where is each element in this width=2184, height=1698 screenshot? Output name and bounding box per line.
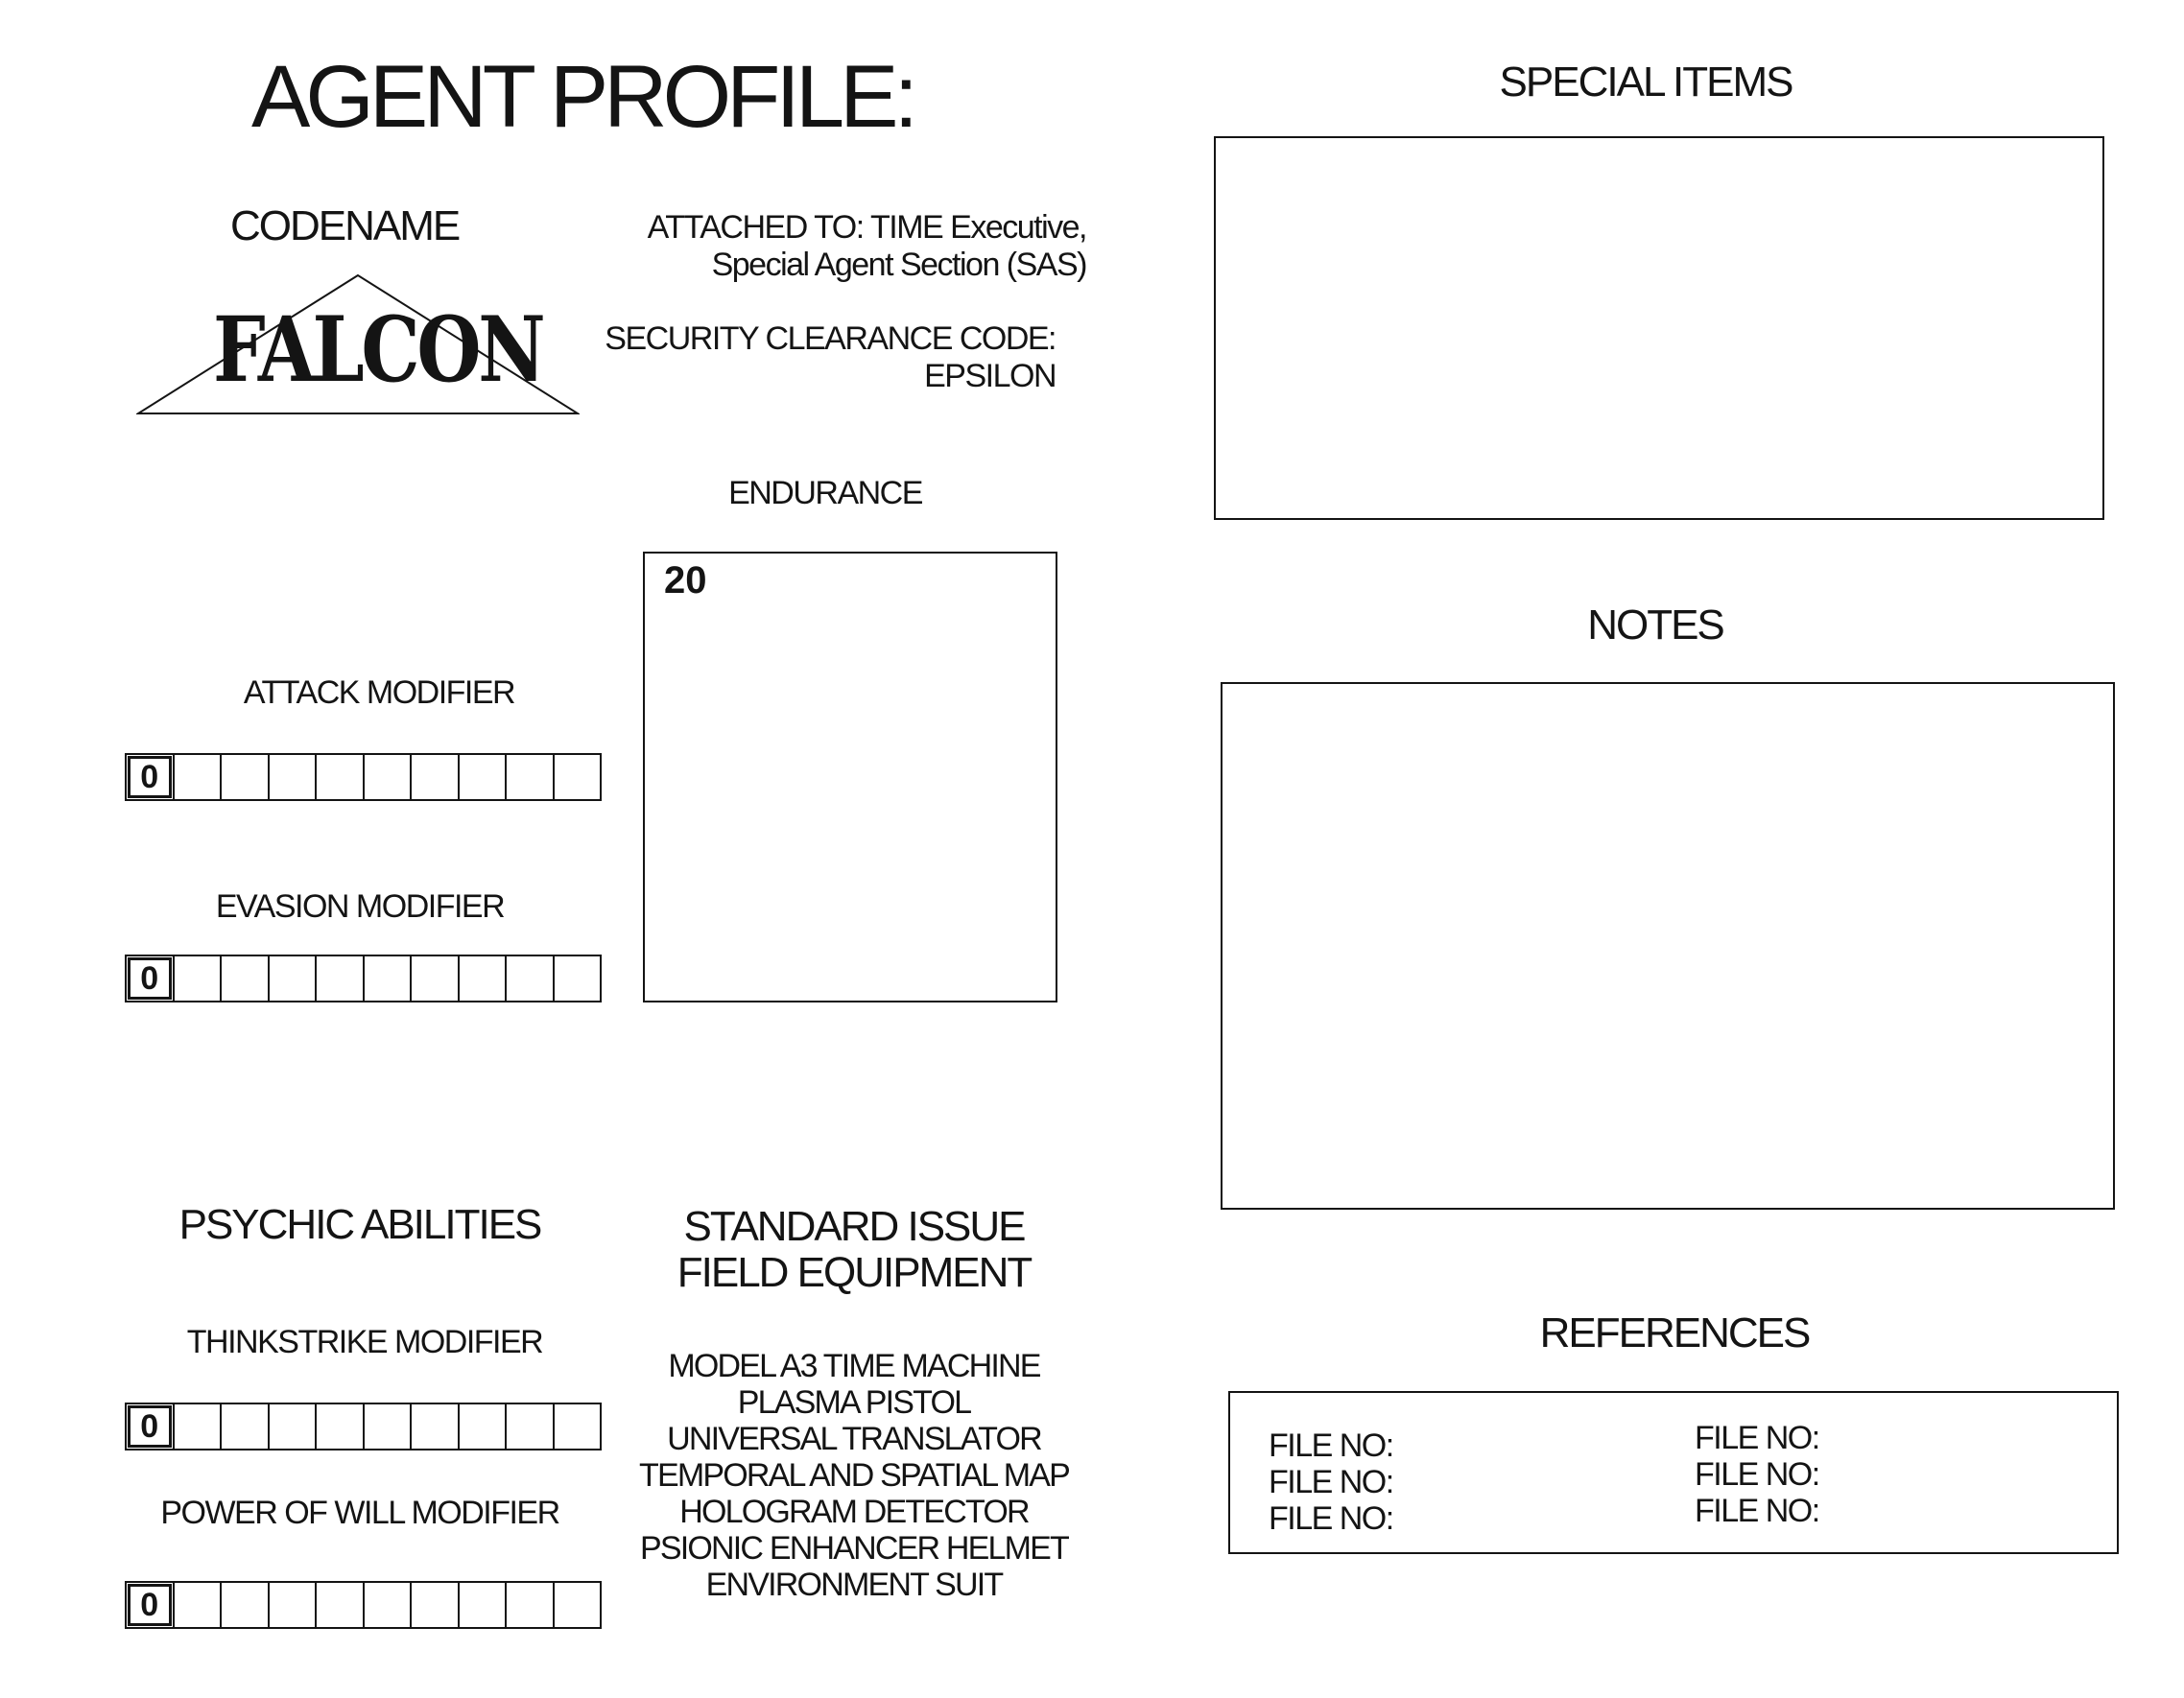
track-cell[interactable] xyxy=(173,956,221,1001)
endurance-label: ENDURANCE xyxy=(728,475,922,511)
track-cell[interactable] xyxy=(458,1404,506,1449)
file-no-label: FILE NO: xyxy=(1269,1464,1393,1500)
track-cell[interactable] xyxy=(268,1404,316,1449)
file-no-label: FILE NO: xyxy=(1695,1456,1819,1493)
track-cell[interactable] xyxy=(410,1404,458,1449)
attack-modifier-track[interactable] xyxy=(125,753,602,801)
track-cell[interactable] xyxy=(410,755,458,799)
file-no-label: FILE NO: xyxy=(1695,1420,1819,1456)
track-cell[interactable] xyxy=(505,755,553,799)
track-cell[interactable] xyxy=(458,956,506,1001)
track-cell[interactable] xyxy=(410,956,458,1001)
list-item: MODEL A3 TIME MACHINE xyxy=(668,1348,1040,1384)
track-cell[interactable] xyxy=(363,1404,411,1449)
attack-modifier-value[interactable]: 0 xyxy=(127,755,173,799)
power-of-will-modifier-track[interactable] xyxy=(125,1581,602,1629)
track-cell[interactable] xyxy=(553,755,601,799)
track-cell[interactable] xyxy=(268,755,316,799)
track-cell[interactable] xyxy=(220,1583,268,1627)
equipment-list xyxy=(614,1348,1094,1603)
list-item: HOLOGRAM DETECTOR xyxy=(679,1494,1029,1530)
attached-to-line2: Special Agent Section (SAS) xyxy=(711,247,1086,284)
page-title: AGENT PROFILE: xyxy=(251,48,914,146)
references-left-column xyxy=(1269,1427,1393,1537)
track-cell[interactable] xyxy=(410,1583,458,1627)
track-cell[interactable] xyxy=(315,1583,363,1627)
track-cell[interactable] xyxy=(505,1404,553,1449)
track-cell[interactable] xyxy=(458,755,506,799)
track-cell[interactable] xyxy=(553,1404,601,1449)
track-cell[interactable] xyxy=(268,956,316,1001)
special-items-box[interactable] xyxy=(1214,136,2104,520)
security-clearance-line2: EPSILON xyxy=(924,358,1056,395)
equipment-heading-line1: STANDARD ISSUE xyxy=(683,1203,1025,1250)
track-cell[interactable] xyxy=(220,956,268,1001)
list-item: UNIVERSAL TRANSLATOR xyxy=(667,1421,1041,1457)
power-of-will-modifier-label: POWER OF WILL MODIFIER xyxy=(160,1495,559,1531)
special-items-label: SPECIAL ITEMS xyxy=(1499,59,1792,106)
track-cell[interactable] xyxy=(363,956,411,1001)
track-cell[interactable] xyxy=(173,1583,221,1627)
references-box[interactable] xyxy=(1228,1391,2119,1554)
track-cell[interactable] xyxy=(173,755,221,799)
thinkstrike-modifier-label: THINKSTRIKE MODIFIER xyxy=(186,1324,543,1360)
equipment-heading xyxy=(614,1204,1094,1297)
list-item: PLASMA PISTOL xyxy=(737,1384,971,1421)
track-cell[interactable] xyxy=(505,1583,553,1627)
track-cell[interactable] xyxy=(363,755,411,799)
track-cell[interactable] xyxy=(268,1583,316,1627)
security-clearance xyxy=(537,320,1056,395)
file-no-label: FILE NO: xyxy=(1269,1500,1393,1537)
file-no-label: FILE NO: xyxy=(1269,1427,1393,1464)
references-label: REFERENCES xyxy=(1539,1309,1810,1356)
attack-modifier-label: ATTACK MODIFIER xyxy=(243,674,515,711)
endurance-value: 20 xyxy=(664,559,707,601)
track-cell[interactable] xyxy=(220,1404,268,1449)
track-cell[interactable] xyxy=(458,1583,506,1627)
thinkstrike-modifier-value[interactable]: 0 xyxy=(127,1404,173,1449)
references-right-column xyxy=(1695,1420,1819,1529)
psychic-abilities-heading: PSYCHIC ABILITIES xyxy=(178,1201,541,1248)
falcon-logo-text: FALCON xyxy=(213,297,543,403)
track-cell[interactable] xyxy=(363,1583,411,1627)
power-of-will-modifier-value[interactable]: 0 xyxy=(127,1583,173,1627)
notes-box[interactable] xyxy=(1221,682,2115,1210)
list-item: ENVIRONMENT SUIT xyxy=(705,1567,1003,1603)
attached-to-line1: ATTACHED TO: TIME Executive, xyxy=(647,209,1086,246)
equipment-heading-line2: FIELD EQUIPMENT xyxy=(677,1249,1032,1297)
file-no-label: FILE NO: xyxy=(1695,1493,1819,1529)
evasion-modifier-value[interactable]: 0 xyxy=(127,956,173,1001)
endurance-box[interactable] xyxy=(643,552,1057,1002)
security-clearance-line1: SECURITY CLEARANCE CODE: xyxy=(605,320,1056,357)
attached-to xyxy=(537,209,1086,284)
list-item: TEMPORAL AND SPATIAL MAP xyxy=(638,1457,1070,1494)
thinkstrike-modifier-track[interactable] xyxy=(125,1403,602,1450)
track-cell[interactable] xyxy=(315,956,363,1001)
evasion-modifier-label: EVASION MODIFIER xyxy=(215,888,505,925)
track-cell[interactable] xyxy=(315,755,363,799)
track-cell[interactable] xyxy=(553,956,601,1001)
track-cell[interactable] xyxy=(220,755,268,799)
track-cell[interactable] xyxy=(315,1404,363,1449)
codename-label: CODENAME xyxy=(230,202,460,249)
track-cell[interactable] xyxy=(553,1583,601,1627)
evasion-modifier-track[interactable] xyxy=(125,955,602,1002)
list-item: PSIONIC ENHANCER HELMET xyxy=(639,1530,1068,1567)
track-cell[interactable] xyxy=(173,1404,221,1449)
track-cell[interactable] xyxy=(505,956,553,1001)
notes-label: NOTES xyxy=(1587,601,1723,649)
